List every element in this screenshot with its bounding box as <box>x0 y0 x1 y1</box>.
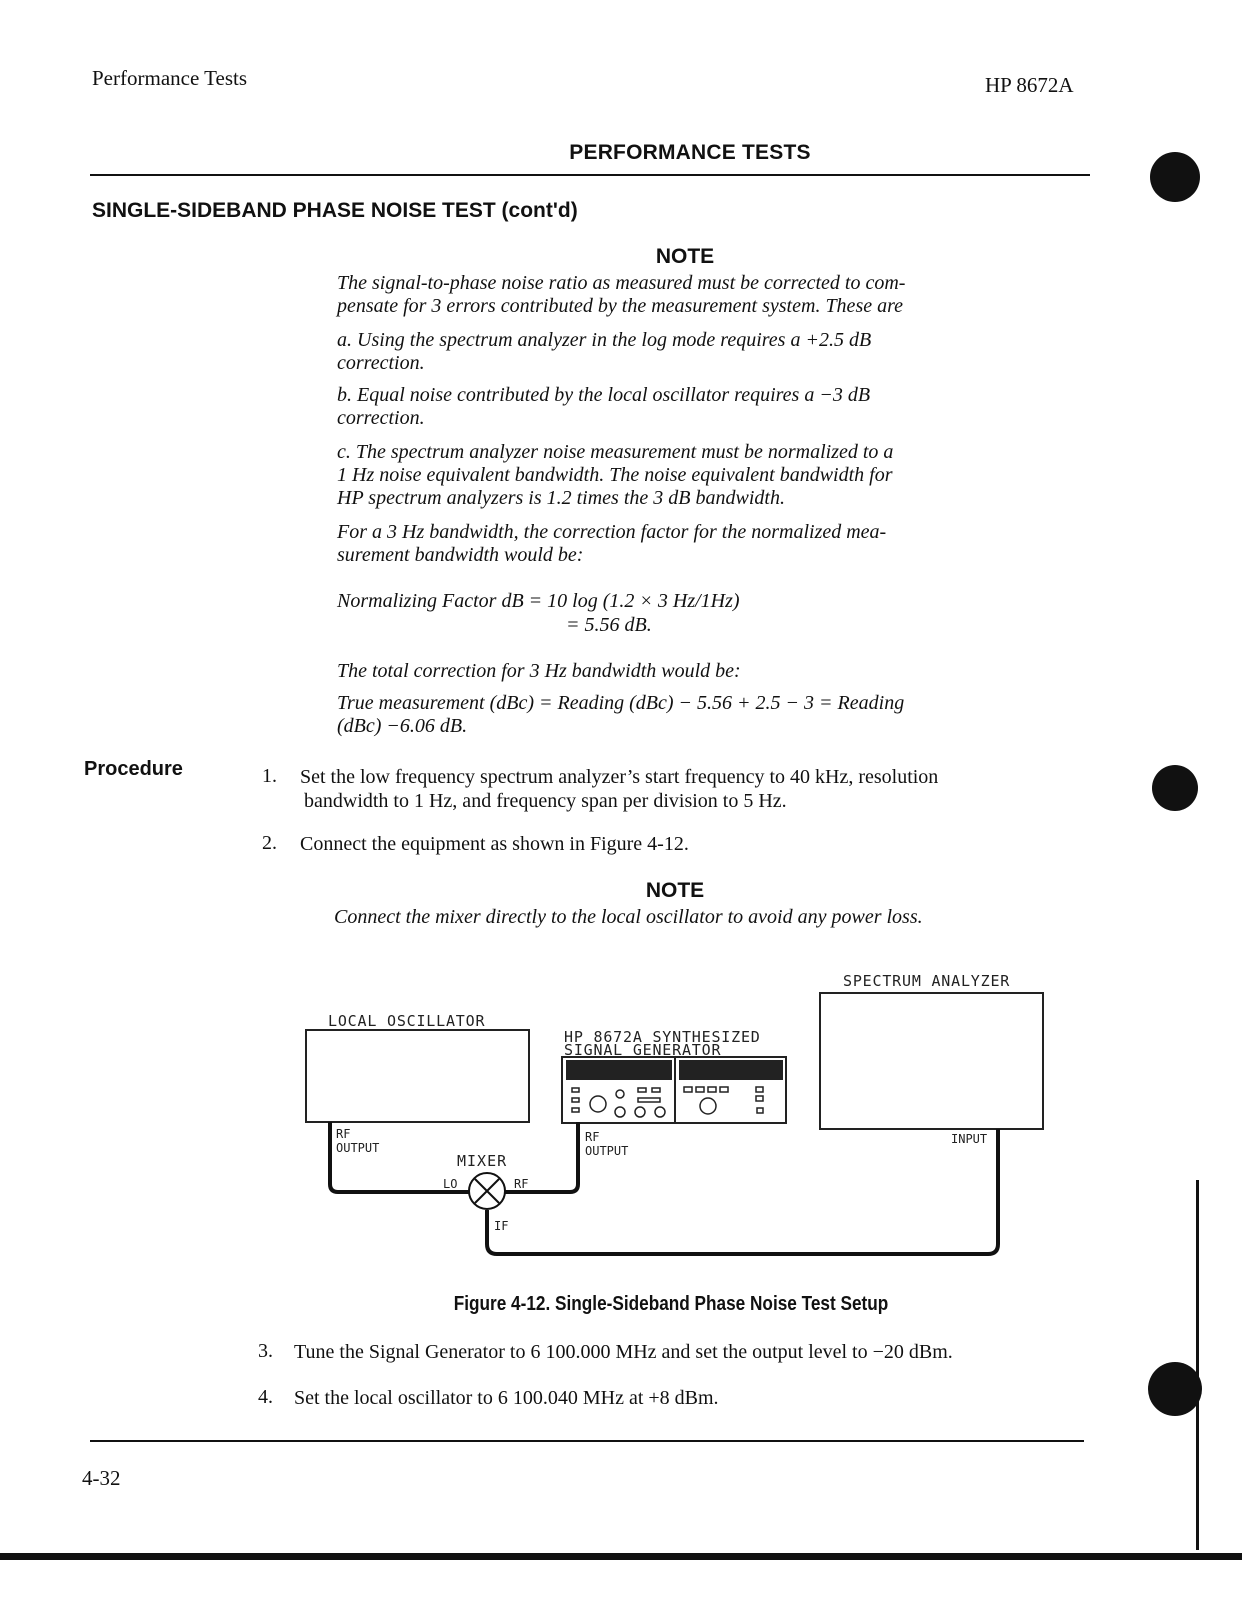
note-item-a-line: a. Using the spectrum analyzer in the log mode requires a +2.5 dB <box>337 329 872 351</box>
note-bandwidth-line: surement bandwidth would be: <box>337 544 584 566</box>
step-line: Set the local oscillator to 6 100.040 MHz at +8 dBm. <box>294 1387 719 1409</box>
note-2-text: Connect the mixer directly to the local oscillator to avoid any power loss. <box>334 906 923 928</box>
local-oscillator-box <box>306 1030 529 1122</box>
note-item-a-line: correction. <box>337 352 425 374</box>
note-item-b-line: b. Equal noise contributed by the local oscillator requires a −3 dB <box>337 384 871 406</box>
step-line: Set the low frequency spectrum analyzer’s start frequency to 40 kHz, resolution <box>300 766 939 788</box>
note-title: NOTE <box>655 245 715 268</box>
figure-caption: Figure 4-12. Single-Sideband Phase Noise Test Setup <box>453 1293 889 1315</box>
gen-output-label: OUTPUT <box>585 1144 629 1158</box>
true-measurement-line-2: (dBc) −6.06 dB. <box>337 715 468 737</box>
step-text <box>294 1340 1094 1364</box>
step-number: 4. <box>258 1386 273 1408</box>
step-number: 3. <box>258 1340 273 1362</box>
formula-line-2: = 5.56 dB. <box>566 614 652 636</box>
signal-generator-controls <box>572 1087 763 1117</box>
step-number: 1. <box>262 765 277 787</box>
lo-rf-label: RF <box>336 1127 351 1141</box>
mixer-rf-label: RF <box>514 1177 529 1191</box>
lo-output-label: OUTPUT <box>336 1141 380 1155</box>
note-bandwidth-line: For a 3 Hz bandwidth, the correction factor for the normalized mea- <box>337 521 887 543</box>
scan-bottom-bar <box>0 1553 1242 1560</box>
true-measurement-line-1: True measurement (dBc) = Reading (dBc) − 5.56 + 2.5 − 3 = Reading <box>337 692 905 714</box>
note-item-c-line: 1 Hz noise equivalent bandwidth. The noise equivalent bandwidth for <box>337 464 893 486</box>
running-header-left: Performance Tests <box>92 66 248 90</box>
mixer-label: MIXER <box>457 1152 508 1170</box>
subheading: SINGLE-SIDEBAND PHASE NOISE TEST (cont'd) <box>92 199 578 222</box>
note-intro-line: pensate for 3 errors contributed by the measurement system. These are <box>337 295 904 317</box>
step-line: Connect the equipment as shown in Figure 4-12. <box>300 833 689 855</box>
note-item-b-line: correction. <box>337 407 425 429</box>
gen-rf-label: RF <box>585 1130 600 1144</box>
analyzer-input-label: INPUT <box>951 1132 988 1146</box>
step-number: 2. <box>262 832 277 854</box>
spectrum-analyzer-box <box>820 993 1043 1129</box>
scan-edge-line <box>1196 1180 1199 1550</box>
signal-generator-label-2: SIGNAL GENERATOR <box>564 1041 722 1059</box>
formula-line-1: Normalizing Factor dB = 10 log (1.2 × 3 Hz/1Hz) <box>337 590 740 612</box>
page-number: 4-32 <box>82 1466 121 1490</box>
section-title: PERFORMANCE TESTS <box>569 141 811 164</box>
mixer-if-label: IF <box>494 1219 509 1233</box>
spectrum-analyzer-label: SPECTRUM ANALYZER <box>843 972 1011 990</box>
step-text <box>294 1386 1094 1410</box>
signal-generator-display-left <box>566 1060 672 1080</box>
mixer-lo-label: LO <box>443 1177 458 1191</box>
note-item-c-line: HP spectrum analyzers is 1.2 times the 3 dB bandwidth. <box>337 487 785 509</box>
note-item-c-line: c. The spectrum analyzer noise measurement must be normalized to a <box>337 441 894 463</box>
local-oscillator-label: LOCAL OSCILLATOR <box>328 1012 486 1030</box>
note-intro-line: The signal-to-phase noise ratio as measured must be corrected to com- <box>337 272 906 294</box>
running-header-right: HP 8672A <box>985 73 1074 97</box>
procedure-label: Procedure <box>84 758 183 780</box>
step-line: Tune the Signal Generator to 6 100.000 MHz and set the output level to −20 dBm. <box>294 1341 953 1363</box>
bottom-rule <box>90 1440 1084 1442</box>
note-title-2: NOTE <box>645 879 705 902</box>
signal-generator-label: HP 8672A SYNTHESIZED <box>564 1028 761 1046</box>
step-line: bandwidth to 1 Hz, and frequency span per division to 5 Hz. <box>304 790 787 812</box>
signal-generator-display-right <box>679 1060 783 1080</box>
total-correction-text: The total correction for 3 Hz bandwidth would be: <box>337 660 741 682</box>
